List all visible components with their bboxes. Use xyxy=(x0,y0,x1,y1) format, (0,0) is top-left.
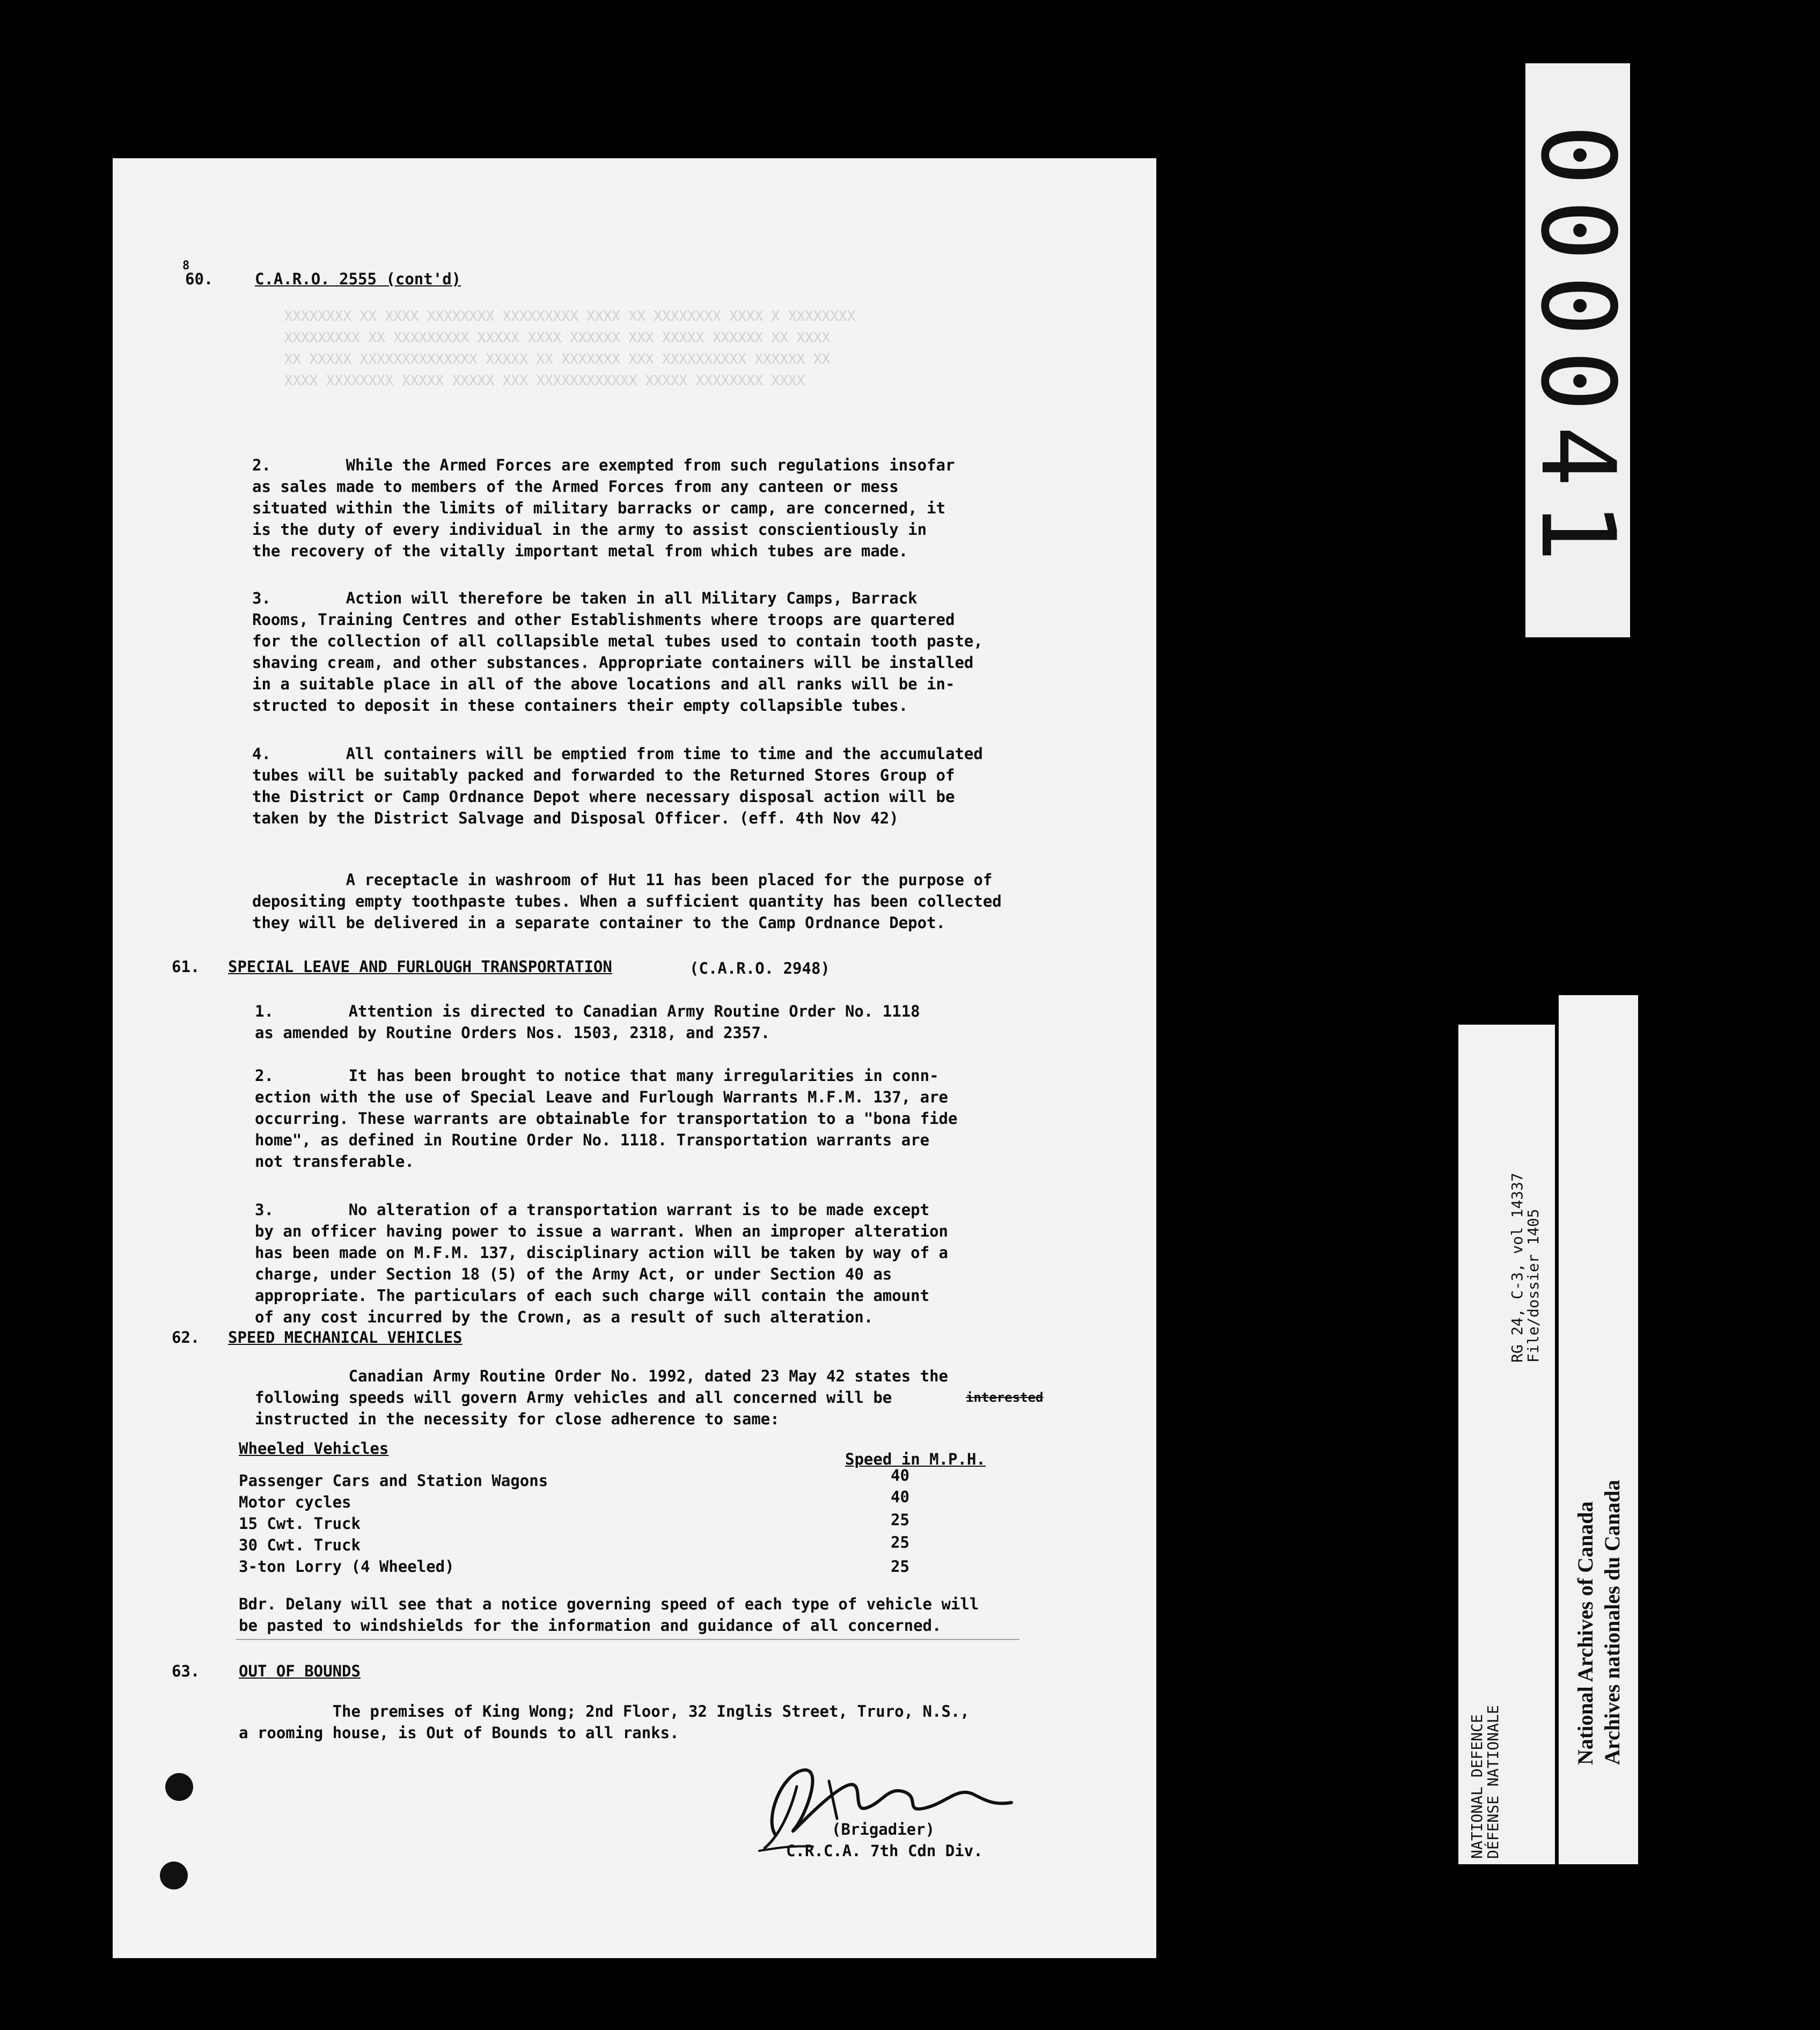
reference-line-1: RG 24, C-3, vol 14337 xyxy=(1508,1172,1526,1363)
archives-name-english: National Archives of Canada xyxy=(1573,1501,1597,1765)
department-text xyxy=(1469,1705,1501,1859)
sec60-p3-line2: Rooms, Training Centres and other Establishments where troops are quartered xyxy=(252,611,955,629)
sec61-p3-line1: 3. No alteration of a transportation warrant is to be made except xyxy=(255,1201,930,1219)
sec60-p5-line1: A receptacle in washroom of Hut 11 has been placed for the purpose of xyxy=(252,871,993,889)
sec60-p5-line3: they will be delivered in a separate container to the Camp Ordnance Depot. xyxy=(252,914,946,932)
vehicle-row-3: 15 Cwt. Truck xyxy=(239,1514,361,1533)
speed-row-5: 25 xyxy=(891,1557,909,1576)
struck-word: interested xyxy=(966,1390,1044,1405)
sec60-p2-line2: as sales made to members of the Armed Forces from any canteen or mess xyxy=(252,477,899,496)
sec62-outro-line2: be pasted to windshields for the information and guidance of all concerned. xyxy=(239,1616,942,1635)
sec60-p2-line5: the recovery of the vitally important metal from which tubes are made. xyxy=(252,542,908,560)
section-60-number: 60. xyxy=(185,270,214,288)
sec61-p3-line6: of any cost incurred by the Crown, as a result of such alteration. xyxy=(255,1308,874,1326)
section-60-heading: C.A.R.O. 2555 (cont'd) xyxy=(255,270,461,288)
sec61-p3-line2: by an officer having power to issue a warrant. When an improper alteration xyxy=(255,1222,949,1240)
sec60-p3-line5: in a suitable place in all of the above locations and all ranks will be in- xyxy=(252,675,955,693)
sec61-p1-line2: as amended by Routine Orders Nos. 1503, 2318, and 2357. xyxy=(255,1024,770,1042)
sec60-p2-line4: is the duty of every individual in the army to assist conscientiously in xyxy=(252,520,927,539)
section-62-number: 62. xyxy=(172,1328,200,1347)
sec60-p4-line4: taken by the District Salvage and Disposal Officer. (eff. 4th Nov 42) xyxy=(252,809,899,827)
bleed-through: XXXXXXXX X XXXX XXXXXXXX XX XXXX XXXXXXXXX XXXXXXXX XXXX XX XXXXXXXX XXXX XX XXXXXX XXXXX XXX XXXXXX XXXX XXXXX XXXXXXXXX XX XXXXXXXXX XX XXXXXX XXXXXXXXXX XXX XXXXXXX XX XXXXX XXXXXXXXXXXXXX XXXXX XX XXXX XXXXXXXX XXXXX XXXXXXXXXXXX XXX XXXXX XXXXX XXXXXXXX XXXX xyxy=(284,308,856,389)
sec61-p3-line5: appropriate. The particulars of each such charge will contain the amount xyxy=(255,1286,930,1305)
table-heading-speed: Speed in M.P.H. xyxy=(845,1450,986,1468)
speed-row-3: 25 xyxy=(891,1511,909,1529)
reference-text xyxy=(1509,1173,1542,1363)
sec61-p3-line4: charge, under Section 18 (5) of the Army Act, or under Section 40 as xyxy=(255,1265,892,1283)
frame-number-strip xyxy=(1518,63,1637,637)
sec60-p4-line3: the District or Camp Ordnance Depot where necessary disposal action will be xyxy=(252,788,955,806)
document-page xyxy=(113,158,1156,1958)
sec60-p2-line1: 2. While the Armed Forces are exempted from such regulations insofar xyxy=(252,456,955,474)
sec62-intro-line2: following speeds will govern Army vehicles and all concerned will be xyxy=(255,1388,892,1407)
sec60-p3-line6: structed to deposit in these containers their empty collapsible tubes. xyxy=(252,696,908,715)
section-61-reference: (C.A.R.O. 2948) xyxy=(689,959,830,977)
page-mark: 8 xyxy=(182,259,190,273)
sec62-outro-line1: Bdr. Delany will see that a notice governing speed of each type of vehicle will xyxy=(239,1595,979,1613)
typed-document xyxy=(113,158,1156,1958)
section-63-heading: OUT OF BOUNDS xyxy=(239,1662,361,1680)
sec60-p4-line1: 4. All containers will be emptied from time to time and the accumulated xyxy=(252,745,983,763)
section-62-heading: SPEED MECHANICAL VEHICLES xyxy=(228,1328,463,1347)
sec61-p1-line1: 1. Attention is directed to Canadian Army Routine Order No. 1118 xyxy=(255,1002,920,1020)
sec61-p2-line4: home", as defined in Routine Order No. 1118. Transportation warrants are xyxy=(255,1131,930,1149)
sec60-p2-line3: situated within the limits of military barracks or camp, are concerned, it xyxy=(252,499,946,517)
signature-title: C.R.C.A. 7th Cdn Div. xyxy=(786,1842,983,1860)
sec62-intro-line3: instructed in the necessity for close adherence to same: xyxy=(255,1410,780,1428)
sec60-p3-line3: for the collection of all collapsible metal tubes used to contain tooth paste, xyxy=(252,632,983,650)
sec63-text-line1: The premises of King Wong; 2nd Floor, 32 Inglis Street, Truro, N.S., xyxy=(239,1702,970,1720)
speed-row-4: 25 xyxy=(891,1533,909,1551)
speed-row-2: 40 xyxy=(891,1488,909,1506)
vehicle-row-5: 3-ton Lorry (4 Wheeled) xyxy=(239,1557,454,1576)
divider xyxy=(236,1639,1019,1640)
reference-line-2: File/dossier 1405 xyxy=(1524,1209,1542,1363)
archives-label xyxy=(1559,995,1638,1864)
department-line-2: DÉFENSE NATIONALE xyxy=(1484,1705,1502,1859)
sec61-p2-line1: 2. It has been brought to notice that many irregularities in conn- xyxy=(255,1067,939,1085)
sec60-p4-line2: tubes will be suitably packed and forwarded to the Returned Stores Group of xyxy=(252,766,955,784)
section-61-heading: SPECIAL LEAVE AND FURLOUGH TRANSPORTATION xyxy=(228,958,612,976)
vehicle-row-1: Passenger Cars and Station Wagons xyxy=(239,1472,548,1490)
punch-hole-bottom xyxy=(160,1862,188,1889)
sec61-p2-line2: ection with the use of Special Leave and Furlough Warrants M.F.M. 137, are xyxy=(255,1088,949,1106)
signature-rank: (Brigadier) xyxy=(832,1820,935,1838)
sec62-intro-line1: Canadian Army Routine Order No. 1992, dated 23 May 42 states the xyxy=(255,1367,949,1385)
sec61-p2-line5: not transferable. xyxy=(255,1152,414,1171)
frame-number: 000041 xyxy=(1518,124,1637,577)
sec61-p3-line3: has been made on M.F.M. 137, disciplinary action will be taken by way of a xyxy=(255,1244,949,1262)
sec63-text-line2: a rooming house, is Out of Bounds to all ranks. xyxy=(239,1724,679,1742)
sec60-p3-line4: shaving cream, and other substances. Appropriate containers will be installed xyxy=(252,653,974,672)
reference-label xyxy=(1458,1025,1555,1864)
archives-name-french: Archives nationales du Canada xyxy=(1600,1480,1624,1765)
vehicle-row-2: Motor cycles xyxy=(239,1493,351,1511)
table-heading-vehicles: Wheeled Vehicles xyxy=(239,1439,389,1458)
section-63-number: 63. xyxy=(172,1662,200,1680)
department-line-1: NATIONAL DEFENCE xyxy=(1468,1714,1486,1859)
sec60-p3-line1: 3. Action will therefore be taken in all Military Camps, Barrack xyxy=(252,589,918,607)
sec60-p5-line2: depositing empty toothpaste tubes. When a sufficient quantity has been collected xyxy=(252,892,1002,910)
section-61-number: 61. xyxy=(172,958,200,976)
speed-row-1: 40 xyxy=(891,1466,909,1484)
sec61-p2-line3: occurring. These warrants are obtainable for transportation to a "bona fide xyxy=(255,1109,958,1128)
archives-text xyxy=(1572,1480,1626,1765)
vehicle-row-4: 30 Cwt. Truck xyxy=(239,1536,361,1554)
handwritten-signature xyxy=(743,1754,1044,1862)
punch-hole-top xyxy=(165,1773,193,1801)
